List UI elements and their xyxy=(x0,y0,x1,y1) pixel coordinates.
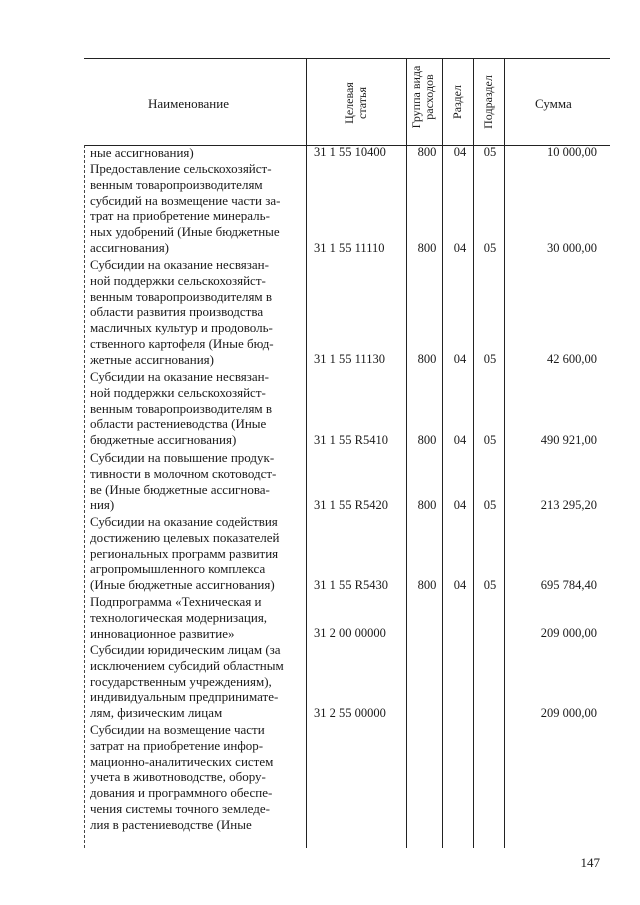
row-target-article: 31 2 00 00000 xyxy=(314,626,386,640)
row-name-line: инновационное развитие» xyxy=(90,625,235,641)
row-name-line: жетные ассигнования) xyxy=(90,351,214,367)
col-divider-name xyxy=(306,58,307,848)
row-name xyxy=(90,594,304,641)
row-sum: 490 921,00 xyxy=(540,433,597,447)
row-name-line: бюджетные ассигнования) xyxy=(90,432,237,448)
row-name-line: Субсидии на возмещение части xyxy=(90,722,265,737)
row-name-line: Субсидии на оказание несвязан- xyxy=(90,257,269,272)
row-expense-group: 800 xyxy=(417,241,437,255)
header-expense-group-line2: расходов xyxy=(422,74,436,120)
row-subsection: 05 xyxy=(483,498,497,512)
row-name xyxy=(90,369,304,448)
row-section: 04 xyxy=(453,498,467,512)
row-name-line: ной поддержки сельскохозяйст- xyxy=(90,384,266,400)
row-target-article: 31 1 55 10400 xyxy=(314,145,386,159)
row-name-line: ния) xyxy=(90,497,115,513)
row-subsection: 05 xyxy=(483,145,497,159)
header-target-article xyxy=(343,68,373,138)
row-target-article: 31 2 55 00000 xyxy=(314,706,386,720)
table-top-border xyxy=(84,58,610,59)
row-name-line: венным товаропроизводителям в xyxy=(90,288,273,304)
row-name-line: агропромышленного комплекса xyxy=(90,561,266,577)
row-sum: 209 000,00 xyxy=(540,626,597,640)
row-name xyxy=(90,145,304,161)
header-expense-group xyxy=(410,62,438,132)
row-name-line: ные ассигнования) xyxy=(90,145,194,160)
row-name-line: индивидуальным предпринимате- xyxy=(90,689,279,705)
row-name xyxy=(90,450,304,513)
row-name-line: мационно-аналитических систем xyxy=(90,753,274,769)
row-name xyxy=(90,722,304,833)
row-name-line: Субсидии юридическим лицам (за xyxy=(90,642,281,657)
row-expense-group: 800 xyxy=(417,498,437,512)
row-expense-group: 800 xyxy=(417,433,437,447)
row-name-line: Подпрограмма «Техническая и xyxy=(90,594,262,609)
col-divider-code xyxy=(406,58,407,848)
row-name-line: области развития производства xyxy=(90,304,264,320)
header-target-article-line1: Целевая xyxy=(342,82,356,124)
row-name-line: ной поддержки сельскохозяйст- xyxy=(90,272,266,288)
col-divider-group xyxy=(442,58,443,848)
row-section: 04 xyxy=(453,352,467,366)
row-subsection: 05 xyxy=(483,578,497,592)
row-name-line: технологическая модернизация, xyxy=(90,609,268,625)
row-name-line: Субсидии на повышение продук- xyxy=(90,450,275,465)
header-subsection: Подраздел xyxy=(481,75,495,129)
row-section: 04 xyxy=(453,241,467,255)
row-name-line: Субсидии на оказание содействия xyxy=(90,514,278,529)
table-left-border xyxy=(84,145,85,848)
row-section: 04 xyxy=(453,145,467,159)
row-sum: 695 784,40 xyxy=(540,578,597,592)
row-expense-group: 800 xyxy=(417,145,437,159)
row-sum: 213 295,20 xyxy=(540,498,597,512)
row-sum: 42 600,00 xyxy=(547,352,597,366)
row-name-line: субсидий на возмещение части за- xyxy=(90,192,281,208)
row-name-line: ассигнования) xyxy=(90,239,170,255)
row-name-line: ственного картофеля (Иные бюд- xyxy=(90,335,274,351)
row-target-article: 31 1 55 R5410 xyxy=(314,433,388,447)
row-name-line: (Иные бюджетные ассигнования) xyxy=(90,577,275,593)
row-target-article: 31 1 55 11130 xyxy=(314,352,385,366)
row-name-line: достижению целевых показателей xyxy=(90,529,280,545)
row-name-line: лия в растениеводстве (Иные xyxy=(90,816,252,832)
header-sum: Сумма xyxy=(535,96,572,111)
row-target-article: 31 1 55 R5430 xyxy=(314,578,388,592)
row-name xyxy=(90,642,304,721)
row-name-line: региональных программ развития xyxy=(90,545,279,561)
row-name-line: Предоставление сельскохозяйст- xyxy=(90,161,272,176)
row-sum: 209 000,00 xyxy=(540,706,597,720)
row-name-line: тивности в молочном скотоводст- xyxy=(90,465,277,481)
row-name-line: дования и программного обеспе- xyxy=(90,785,273,801)
col-divider-section xyxy=(473,58,474,848)
row-target-article: 31 1 55 R5420 xyxy=(314,498,388,512)
row-expense-group: 800 xyxy=(417,578,437,592)
row-name xyxy=(90,161,304,256)
row-name-line: затрат на приобретение инфор- xyxy=(90,737,264,753)
col-divider-subsection xyxy=(504,58,505,848)
row-expense-group: 800 xyxy=(417,352,437,366)
row-name-line: чения системы точного земледе- xyxy=(90,800,270,816)
row-sum: 30 000,00 xyxy=(547,241,597,255)
row-name-line: ве (Иные бюджетные ассигнова- xyxy=(90,481,270,497)
row-subsection: 05 xyxy=(483,433,497,447)
header-expense-group-line1: Группа вида xyxy=(409,65,423,129)
row-name-line: исключением субсидий областным xyxy=(90,657,284,673)
row-sum: 10 000,00 xyxy=(547,145,597,159)
row-name-line: учета в животноводстве, обору- xyxy=(90,769,266,785)
row-name-line: Субсидии на оказание несвязан- xyxy=(90,369,269,384)
header-target-article-line2: статья xyxy=(355,87,369,119)
row-subsection: 05 xyxy=(483,352,497,366)
row-name-line: ных удобрений (Иные бюджетные xyxy=(90,224,280,240)
row-name-line: государственным учреждениям), xyxy=(90,673,272,689)
row-target-article: 31 1 55 11110 xyxy=(314,241,385,255)
header-name: Наименование xyxy=(148,96,229,111)
row-subsection: 05 xyxy=(483,241,497,255)
row-section: 04 xyxy=(453,433,467,447)
row-name-line: области растениеводства (Иные xyxy=(90,416,267,432)
row-name-line: масличных культур и продоволь- xyxy=(90,320,273,336)
row-name xyxy=(90,514,304,593)
row-name xyxy=(90,257,304,368)
row-name-line: венным товаропроизводителям xyxy=(90,176,263,192)
row-section: 04 xyxy=(453,578,467,592)
row-name-line: венным товаропроизводителям в xyxy=(90,400,273,416)
page-number: 147 xyxy=(580,855,600,870)
header-section: Раздел xyxy=(450,85,464,119)
row-name-line: лям, физическим лицам xyxy=(90,705,223,721)
row-name-line: трат на приобретение минераль- xyxy=(90,208,270,224)
